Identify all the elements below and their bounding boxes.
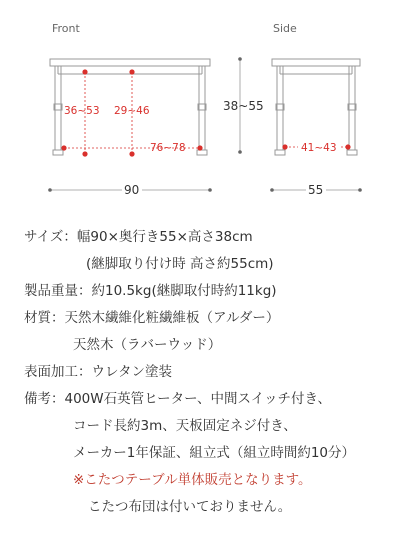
dim-dot xyxy=(82,69,87,74)
spec-warning-2: こたつ布団は付いておりません。 xyxy=(88,499,292,515)
dim-dot xyxy=(282,144,287,149)
dim-dot xyxy=(129,69,134,74)
dim-dot xyxy=(82,151,87,156)
dim-dot xyxy=(129,151,134,156)
dim-dot xyxy=(197,145,202,150)
front-leg-inner-height-label: 36~53 xyxy=(64,105,100,117)
dim-dot xyxy=(61,145,66,150)
front-leg-right-foot xyxy=(197,150,207,155)
side-inner-width-label: 41~43 xyxy=(301,142,337,154)
spec-size-note: (継脚取り付け時 高さ約55cm) xyxy=(86,256,274,272)
front-leg-outer-height-label: 29~46 xyxy=(114,105,150,117)
front-tabletop xyxy=(50,59,210,66)
spec-notes-2: コード長約3m、天板固定ネジ付き、 xyxy=(73,418,297,434)
side-view-label: Side xyxy=(273,22,297,35)
front-width-label: 90 xyxy=(124,183,140,197)
spec-size: サイズ：幅90×奥行き55×高さ38cm xyxy=(24,229,253,245)
spec-weight: 製品重量：約10.5kg(継脚取付時約11kg) xyxy=(24,283,277,299)
spec-notes-3: メーカー1年保証、組立式（組立時間約10分） xyxy=(73,445,355,461)
spec-material-2: 天然木（ラバーウッド） xyxy=(73,337,222,353)
front-leg-left-foot xyxy=(53,150,63,155)
spec-finish: 表面加工：ウレタン塗装 xyxy=(24,364,172,380)
front-view-label: Front xyxy=(52,22,80,35)
spec-warning-1: ※こたつテーブル単体販売となります。 xyxy=(73,472,312,488)
side-depth-label: 55 xyxy=(308,183,324,197)
dimension-diagram xyxy=(0,0,420,215)
front-inner-width-label: 76~78 xyxy=(150,142,186,154)
spec-list xyxy=(24,224,355,521)
spec-notes-1: 備考：400W石英管ヒーター、中間スイッチ付き、 xyxy=(24,391,331,407)
side-tabletop xyxy=(272,59,360,66)
dim-dot xyxy=(345,144,350,149)
spec-material: 材質：天然木繊維化粧繊維板（アルダー） xyxy=(24,310,280,326)
height-range-label: 38~55 xyxy=(223,99,264,113)
